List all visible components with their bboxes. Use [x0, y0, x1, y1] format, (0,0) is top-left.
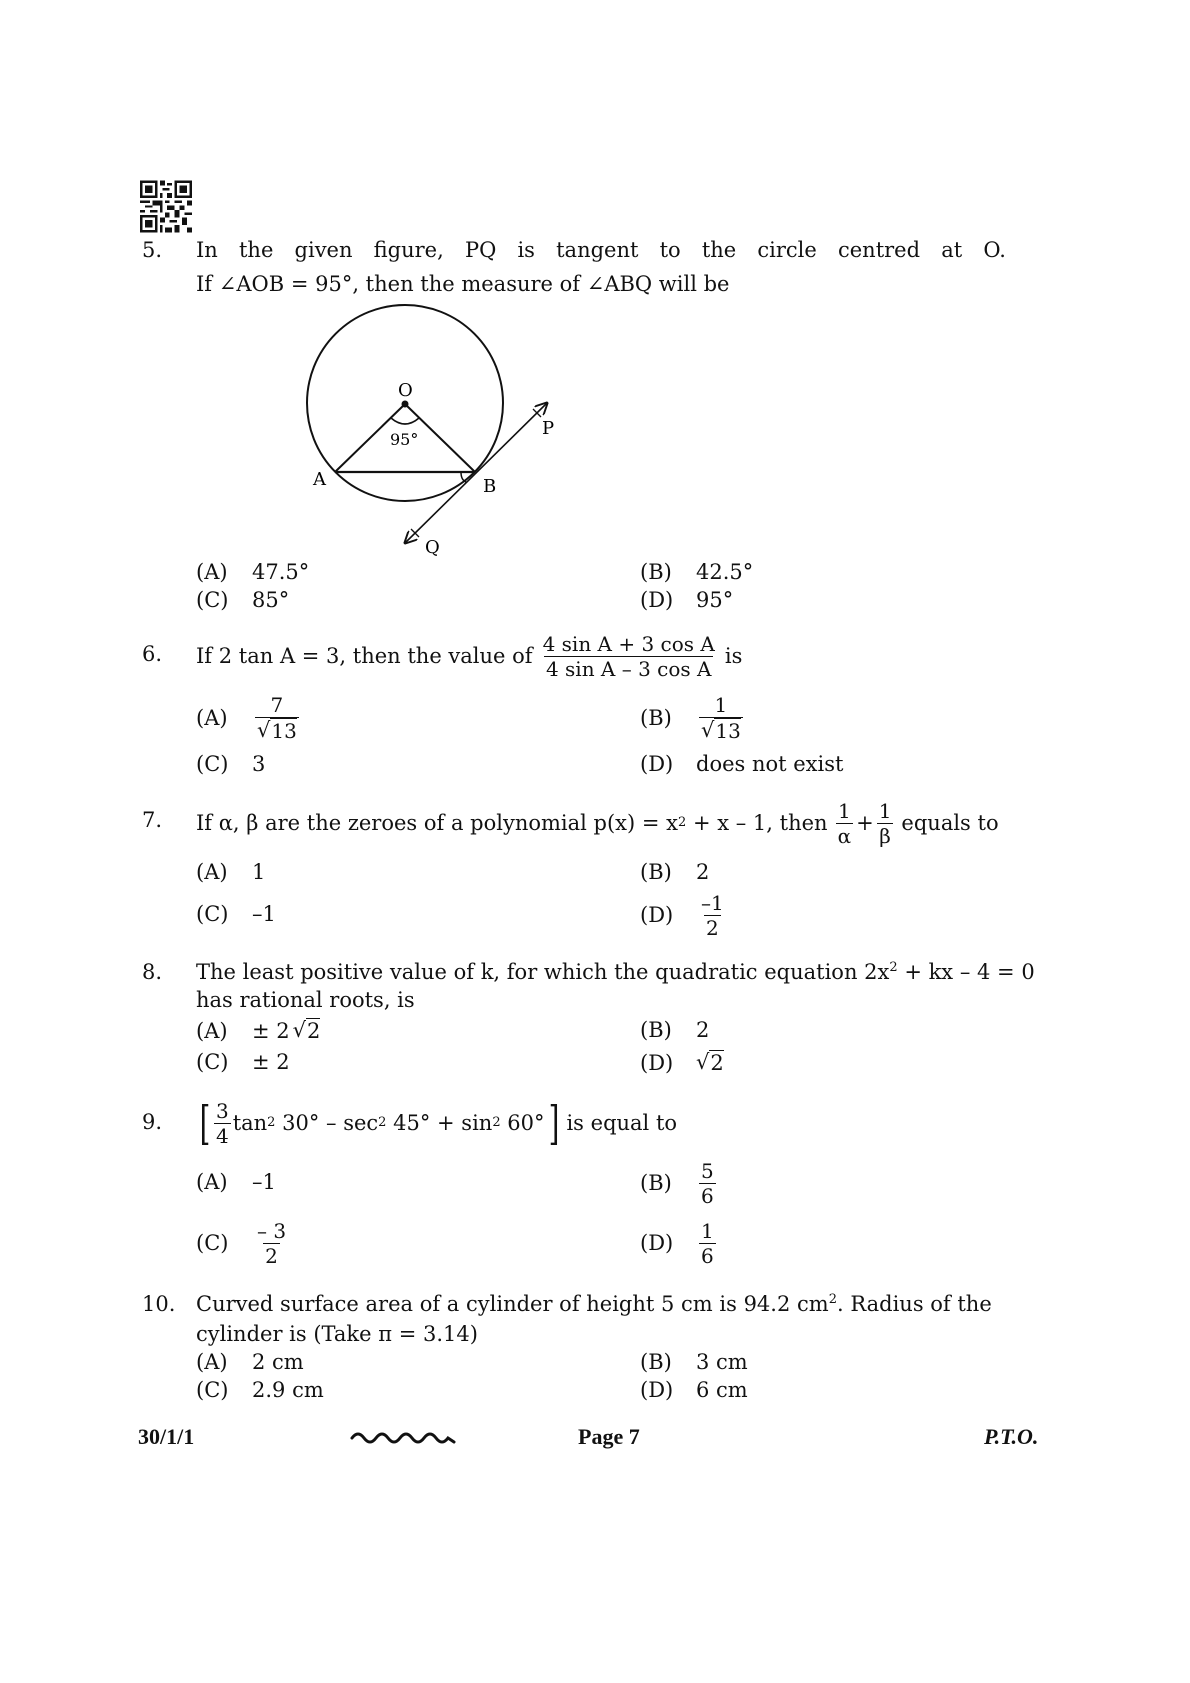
option-label: (C): [196, 588, 229, 612]
option-a[interactable]: [196, 1170, 276, 1194]
option-value: 85°: [252, 588, 290, 612]
option-value: 2: [696, 1018, 710, 1042]
option-a[interactable]: (A) ± 2 √ 2: [196, 1018, 321, 1043]
denominator: β: [879, 823, 891, 848]
exponent: 2: [828, 1292, 837, 1307]
denominator: √ 13: [701, 718, 741, 743]
radicand: 13: [715, 719, 741, 743]
question-text-line-1: [196, 1292, 992, 1316]
question-number: 7.: [142, 808, 163, 832]
numerator: 1: [714, 693, 728, 717]
question-prefix: If α, β are the zeroes of a polynomial p(x) = x: [196, 811, 678, 835]
fraction-1-beta: [877, 799, 894, 848]
option-label: (B): [640, 1018, 672, 1042]
option-b[interactable]: [640, 1350, 748, 1374]
label-Q: Q: [425, 537, 440, 558]
option-a[interactable]: [196, 860, 265, 884]
text: 60°: [500, 1111, 545, 1135]
question-text-line-2: cylinder is (Take π = 3.14): [196, 1322, 478, 1346]
option-label: (B): [640, 860, 672, 884]
please-turn-over: P.T.O.: [984, 1424, 1039, 1449]
option-label: (A): [196, 560, 228, 584]
left-bracket: [: [199, 1096, 211, 1150]
option-label: (B): [640, 706, 672, 730]
label-A: A: [313, 469, 326, 490]
question-text-line-2: If ∠AOB = 95°, then the measure of ∠ABQ will be: [196, 272, 730, 296]
option-value: 3: [252, 752, 266, 776]
question-suffix: is: [724, 644, 743, 668]
option-fraction: [699, 1219, 716, 1268]
numerator: 4 sin A + 3 cos A: [542, 631, 715, 656]
page-number: Page 7: [578, 1424, 640, 1449]
option-label: (C): [196, 902, 229, 926]
numerator: 1: [701, 1218, 714, 1243]
denominator: α: [837, 823, 852, 848]
option-value: 47.5°: [252, 560, 310, 584]
option-value: 42.5°: [696, 560, 754, 584]
option-b[interactable]: [640, 560, 753, 584]
question-suffix: is equal to: [566, 1111, 678, 1135]
option-label: (B): [640, 1171, 672, 1195]
option-a[interactable]: [196, 1350, 304, 1374]
option-label: (D): [640, 903, 674, 927]
question-number: 8.: [142, 960, 163, 984]
option-label: (D): [640, 588, 674, 612]
option-value: 2: [696, 860, 710, 884]
denominator: 6: [701, 1243, 714, 1268]
option-label: (A): [196, 1018, 228, 1043]
question-mid: + x – 1, then: [686, 811, 828, 835]
numerator: 1: [878, 798, 892, 823]
option-c[interactable]: [196, 1378, 324, 1402]
centre-point: [402, 401, 409, 408]
fraction-3-4: [214, 1099, 231, 1148]
angle-AOB-arc: [391, 418, 419, 424]
option-value: 1: [252, 860, 266, 884]
text: 45° + sin: [386, 1111, 493, 1135]
option-label: (D): [640, 752, 674, 776]
text: + kx – 4 = 0: [897, 960, 1035, 984]
option-fraction: [255, 1219, 288, 1268]
option-fraction: [699, 1159, 716, 1208]
option-label: (C): [196, 752, 229, 776]
option-label: (A): [196, 1170, 228, 1194]
option-b[interactable]: [640, 1018, 709, 1042]
radicand: 13: [271, 719, 297, 743]
label-B: B: [483, 476, 497, 497]
radicand: 2: [307, 1019, 321, 1043]
option-b[interactable]: [640, 860, 709, 884]
question-text-line-2: has rational roots, is: [196, 988, 415, 1012]
plus-sign: +: [856, 811, 874, 835]
option-d[interactable]: (D) √ 2: [640, 1050, 724, 1075]
option-label: (B): [640, 1350, 672, 1374]
option-a[interactable]: [196, 560, 309, 584]
option-value: ± 2: [252, 1018, 290, 1043]
exponent: 2: [889, 960, 898, 975]
option-d[interactable]: [640, 1378, 748, 1402]
option-c[interactable]: [196, 1218, 291, 1268]
option-fraction: [255, 693, 299, 743]
radicand: 2: [710, 1051, 724, 1075]
question-text: [196, 628, 742, 684]
text: The least positive value of k, for which the quadratic equation 2x: [196, 960, 890, 984]
numerator: 1: [837, 798, 851, 823]
option-label: (D): [640, 1231, 674, 1255]
option-label: (A): [196, 1350, 228, 1374]
option-d[interactable]: [640, 588, 733, 612]
option-d[interactable]: [640, 890, 729, 940]
denominator: 4: [215, 1123, 229, 1148]
question-text-line-1: [196, 960, 1035, 984]
option-label: (A): [196, 860, 228, 884]
question-text: If α, β are the zeroes of a polynomial p(x) = x 2 + x – 1, then $\frac{1}{\alpha}$ + $\frac{1}{\beta}$ equals to: [196, 798, 999, 848]
fraction-1-alpha: [836, 799, 854, 848]
option-label: (A): [196, 706, 228, 730]
option-value: 2 cm: [252, 1350, 304, 1374]
circle-tangent-diagram: [290, 295, 570, 565]
numerator: 5: [701, 1158, 714, 1183]
question-prefix: If 2 tan A = 3, then the value of: [196, 644, 533, 668]
option-c[interactable]: [196, 588, 289, 612]
text: Curved surface area of a cylinder of height 5 cm is 94.2 cm: [196, 1292, 829, 1316]
question-number: 5.: [142, 238, 163, 262]
paper-code: 30/1/1: [138, 1424, 195, 1449]
question-text: [ $\frac{3}{4}$ tan 2 30° – sec 2 45° + sin 2 60° ] is equal to: [199, 1096, 678, 1150]
option-label: (D): [640, 1378, 674, 1402]
option-label: (B): [640, 560, 672, 584]
option-b[interactable]: [640, 692, 746, 744]
denominator: 6: [701, 1183, 714, 1208]
option-c[interactable]: [196, 902, 276, 926]
label-angle: 95°: [390, 430, 419, 449]
label-O: O: [398, 380, 413, 401]
denominator: 2: [706, 915, 719, 940]
question-number: 9.: [142, 1110, 163, 1134]
text: . Radius of the: [836, 1292, 992, 1316]
option-value: 2.9 cm: [252, 1378, 324, 1402]
wave-decoration-icon: [350, 1428, 456, 1448]
option-d[interactable]: [640, 752, 843, 776]
option-value: 3 cm: [696, 1350, 748, 1374]
option-fraction: [699, 891, 726, 940]
question-number: 6.: [142, 642, 163, 666]
option-value: does not exist: [696, 752, 844, 776]
denominator: 4 sin A – 3 cos A: [545, 656, 712, 681]
option-value: –1: [252, 902, 276, 926]
option-value: 95°: [696, 588, 734, 612]
option-d[interactable]: [640, 1218, 719, 1268]
label-P: P: [542, 418, 555, 439]
option-fraction: [699, 693, 743, 743]
option-c[interactable]: [196, 1050, 290, 1074]
text: 30° – sec: [275, 1111, 379, 1135]
option-c[interactable]: [196, 752, 265, 776]
option-value: ± 2: [252, 1050, 290, 1074]
option-label: (C): [196, 1378, 229, 1402]
option-label: (C): [196, 1050, 229, 1074]
option-value: –1: [252, 1170, 276, 1194]
right-bracket: ]: [548, 1096, 559, 1150]
option-value: 6 cm: [696, 1378, 748, 1402]
option-a[interactable]: [196, 692, 302, 744]
numerator: – 3: [257, 1218, 287, 1243]
numerator: –1: [701, 890, 724, 915]
qr-code-icon: [140, 180, 192, 233]
text: tan: [232, 1111, 268, 1135]
option-label: (D): [640, 1050, 674, 1075]
question-number: 10.: [142, 1292, 176, 1316]
question-text-line-1: In the given figure, PQ is tangent to the circle centred at O.: [196, 238, 1006, 262]
denominator: 2: [265, 1243, 278, 1268]
option-label: (C): [196, 1231, 229, 1255]
denominator: √ 13: [257, 718, 297, 743]
trig-fraction: [541, 632, 717, 681]
numerator: 7: [270, 693, 284, 717]
numerator: 3: [215, 1098, 229, 1123]
option-b[interactable]: [640, 1158, 719, 1208]
question-suffix: equals to: [901, 811, 999, 835]
